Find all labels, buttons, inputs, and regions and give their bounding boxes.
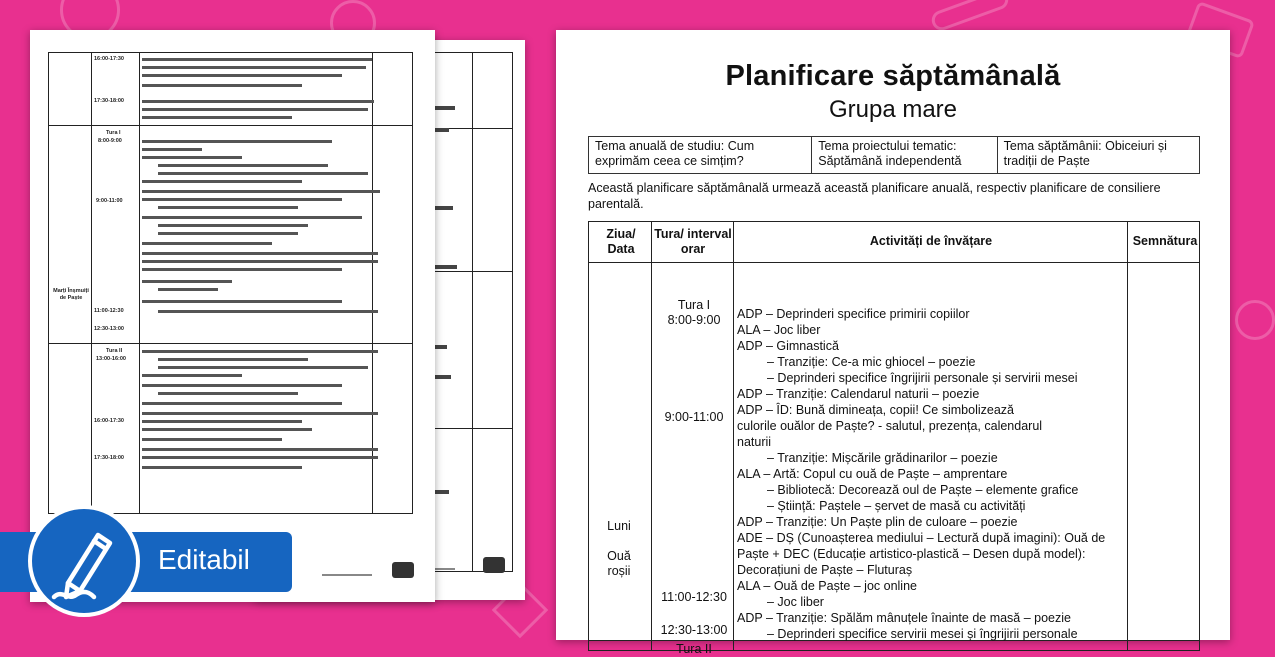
time-slot: 11:00-12:30 [661, 590, 727, 604]
activity-line: ADP – Tranziție: Calendarul naturii – poezie [737, 387, 980, 401]
week-theme-cell: Tema săptămânii: Obiceiuri și tradiții de Paște [1003, 139, 1167, 168]
editable-badge-label: Editabil [158, 544, 250, 575]
activity-line: ADP – Gimnastică [737, 339, 839, 353]
page-title: Planificare săptămânală [725, 60, 1061, 92]
activity-line: – Joc liber [767, 595, 824, 609]
day-name: Luni [607, 519, 631, 533]
day-topic: Ouă roșii [607, 549, 631, 578]
intro-paragraph: Această planificare săptămânală urmează această planificare anuală, respectiv planificare de consiliere parentală. [588, 181, 1161, 211]
activity-line: – Bibliotecă: Decorează oul de Paște – elemente grafice [767, 483, 1079, 497]
publisher-logo-icon [392, 562, 414, 578]
shift-time: 8:00-9:00 [667, 313, 721, 327]
header-activities: Activități de învățare [869, 234, 993, 248]
themes-table [588, 136, 1200, 174]
activity-line: ALA – Joc liber [737, 323, 821, 337]
back-page-tura: Tura I [106, 130, 121, 136]
weekly-plan-table [588, 221, 1200, 656]
activity-line: ADP – ÎD: Bună dimineața, copii! Ce simbolizează culorile ouălor de Paște? - salutul, prezența, calendarul naturii [737, 403, 1043, 449]
activity-line: – Tranziție: Mișcările grădinarilor – poezie [767, 451, 998, 465]
back-page-day-label: Marți Înșmuiți de Paște [53, 288, 89, 301]
back-page-time: 9:00-11:00 [96, 198, 123, 204]
header-signature: Semnătura [1132, 234, 1198, 248]
back-page-time: 12:30-13:00 [94, 326, 124, 332]
back-page-time: 17:30-18:00 [94, 98, 124, 104]
main-page [556, 30, 1230, 656]
header-day: Ziua/ Data [606, 227, 636, 256]
page-subtitle: Grupa mare [828, 96, 958, 123]
publisher-logo-icon [483, 557, 505, 573]
back-page-time: 16:00-17:30 [94, 418, 124, 424]
activity-line: – Deprinderi specifice servirii mesei și îngrijirii personale [767, 627, 1078, 641]
activity-line: ADE – DȘ (Cunoașterea mediului – Lectură după imagini): Ouă de Paște + DEC (Educație artistico-plastică – Desen după model): Decorațiuni de Paște – Fluturaș [737, 531, 1106, 577]
activities-list [737, 306, 1127, 642]
back-page-table [48, 52, 413, 514]
activity-line: – Tranziție: Ce-a mic ghiocel – poezie [767, 355, 976, 369]
back-page-time: 16:00-17:30 [94, 56, 124, 62]
time-slot: 12:30-13:00 [660, 623, 728, 637]
activity-line: – Știință: Paștele – șervet de masă cu activități [767, 499, 1026, 513]
project-theme-cell: Tema proiectului tematic: Săptămână independentă [812, 137, 997, 173]
back-page-time: 13:00-16:00 [96, 356, 126, 362]
activity-line: – Deprinderi specifice îngrijirii personale și servirii mesei [767, 371, 1078, 385]
back-page-time: 8:00-9:00 [98, 138, 122, 144]
time-slot: 9:00-11:00 [664, 410, 724, 424]
shift-label: Tura I [677, 298, 711, 312]
activity-line: ALA – Ouă de Paște – joc online [737, 579, 917, 593]
pencil-icon [28, 505, 140, 617]
activity-line: ADP – Deprinderi specifice primirii copiilor [737, 307, 970, 321]
activity-line: ADP – Tranziție: Spălăm mânuțele înainte de masă – poezie [737, 611, 1071, 625]
shift-label: Tura II [676, 642, 712, 656]
annual-theme-cell: Tema anuală de studiu: Cum exprimăm ceea ce simțim? [589, 137, 812, 173]
back-page-time: 11:00-12:30 [94, 308, 124, 314]
header-interval: Tura/ interval orar [654, 227, 732, 256]
background-doodle-pill [929, 0, 1011, 33]
back-page-time: 17:30-18:00 [94, 455, 124, 461]
back-page-tura: Tura II [106, 348, 123, 354]
background-doodle-circle [1235, 300, 1275, 340]
activity-line: ADP – Tranziție: Un Paște plin de culoare – poezie [737, 515, 1018, 529]
activity-line: ALA – Artă: Copul cu ouă de Paște – amprentare [737, 467, 1008, 481]
